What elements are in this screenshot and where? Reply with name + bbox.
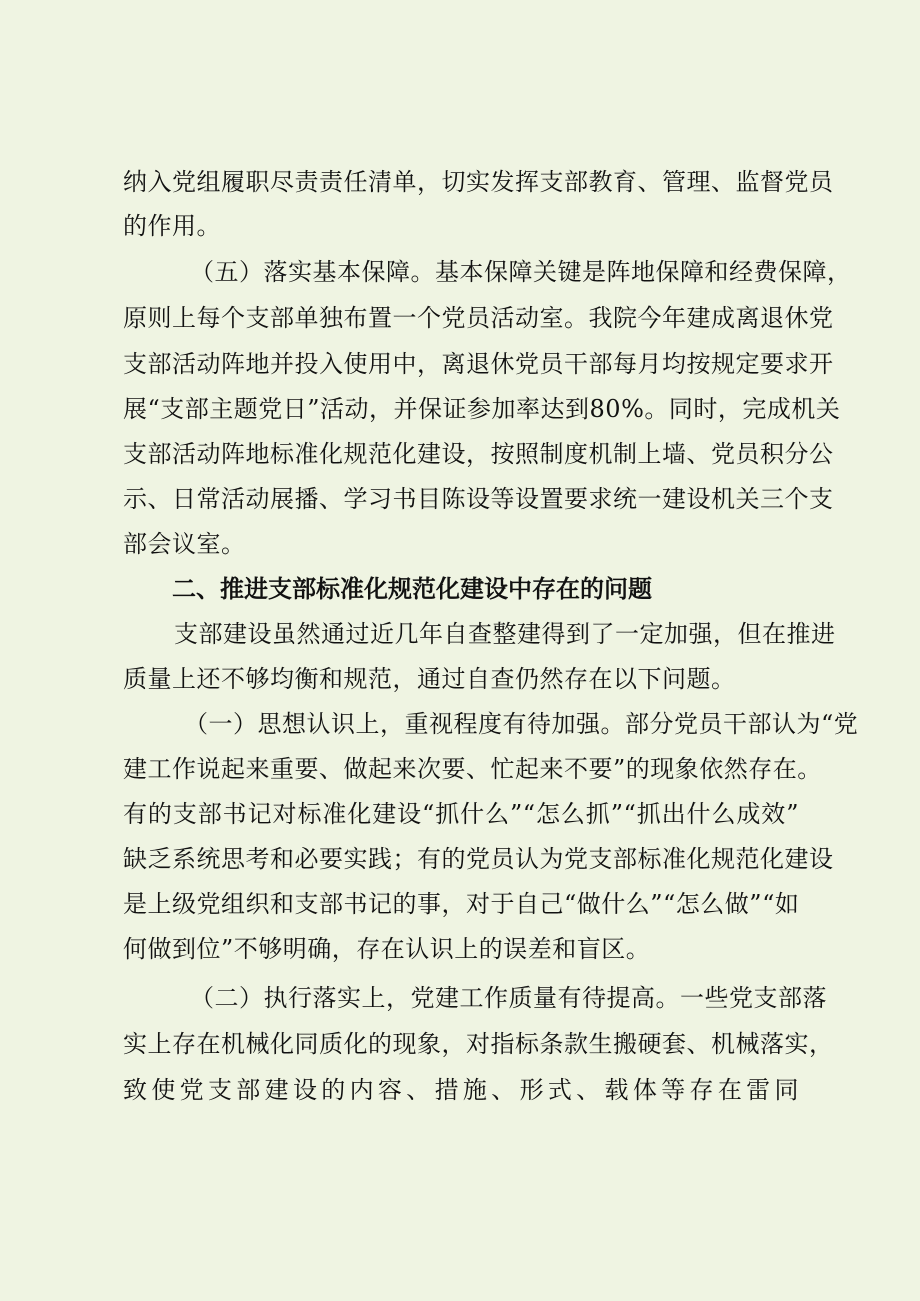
text-line: 有的支部书记对标准化建设“抓什么”“怎么抓”“抓出什么成效”: [123, 800, 799, 828]
text-line: 质量上还不够均衡和规范，通过自查仍然存在以下问题。: [123, 665, 736, 693]
section-heading: 二、推进支部标准化规范化建设中存在的问题: [172, 575, 652, 603]
text-line: 支部建设虽然通过近几年自查整建得到了一定加强，但在推进: [174, 620, 836, 648]
text-line: 致使党支部建设的内容、措施、形式、载体等存在雷同: [123, 1076, 799, 1104]
text-line: 展“支部主题党日”活动，并保证参加率达到80%。同时，完成机关: [123, 395, 841, 423]
text-line: 何做到位”不够明确，存在认识上的误差和盲区。: [123, 935, 651, 963]
text-line: 实上存在机械化同质化的现象，对指标条款生搬硬套、机械落实，: [123, 1030, 834, 1058]
text-line: 是上级党组织和支部书记的事，对于自己“做什么”“怎么做”“如: [123, 890, 800, 918]
text-line: 缺乏系统思考和必要实践；有的党员认为党支部标准化规范化建设: [123, 845, 834, 873]
text-line: （一）思想认识上，重视程度有待加强。部分党员干部认为“党: [184, 710, 859, 738]
text-line: 建工作说起来重要、做起来次要、忙起来不要”的现象依然存在。: [123, 755, 822, 783]
text-line: 原则上每个支部单独布置一个党员活动室。我院今年建成离退休党: [123, 304, 834, 332]
text-line: 示、日常活动展播、学习书目陈设等设置要求统一建设机关三个支: [123, 485, 834, 513]
text-line: 的作用。: [123, 212, 221, 240]
text-line: 支部活动阵地并投入使用中，离退休党员干部每月均按规定要求开: [123, 350, 834, 378]
text-line: （五）落实基本保障。基本保障关键是阵地保障和经费保障，: [190, 258, 852, 286]
text-line: 纳入党组履职尽责责任清单，切实发挥支部教育、管理、监督党员: [123, 168, 834, 196]
text-line: 支部活动阵地标准化规范化建设，按照制度机制上墙、党员积分公: [123, 440, 834, 468]
text-line: （二）执行落实上，党建工作质量有待提高。一些党支部落: [190, 984, 827, 1012]
text-line: 部会议室。: [123, 530, 246, 558]
